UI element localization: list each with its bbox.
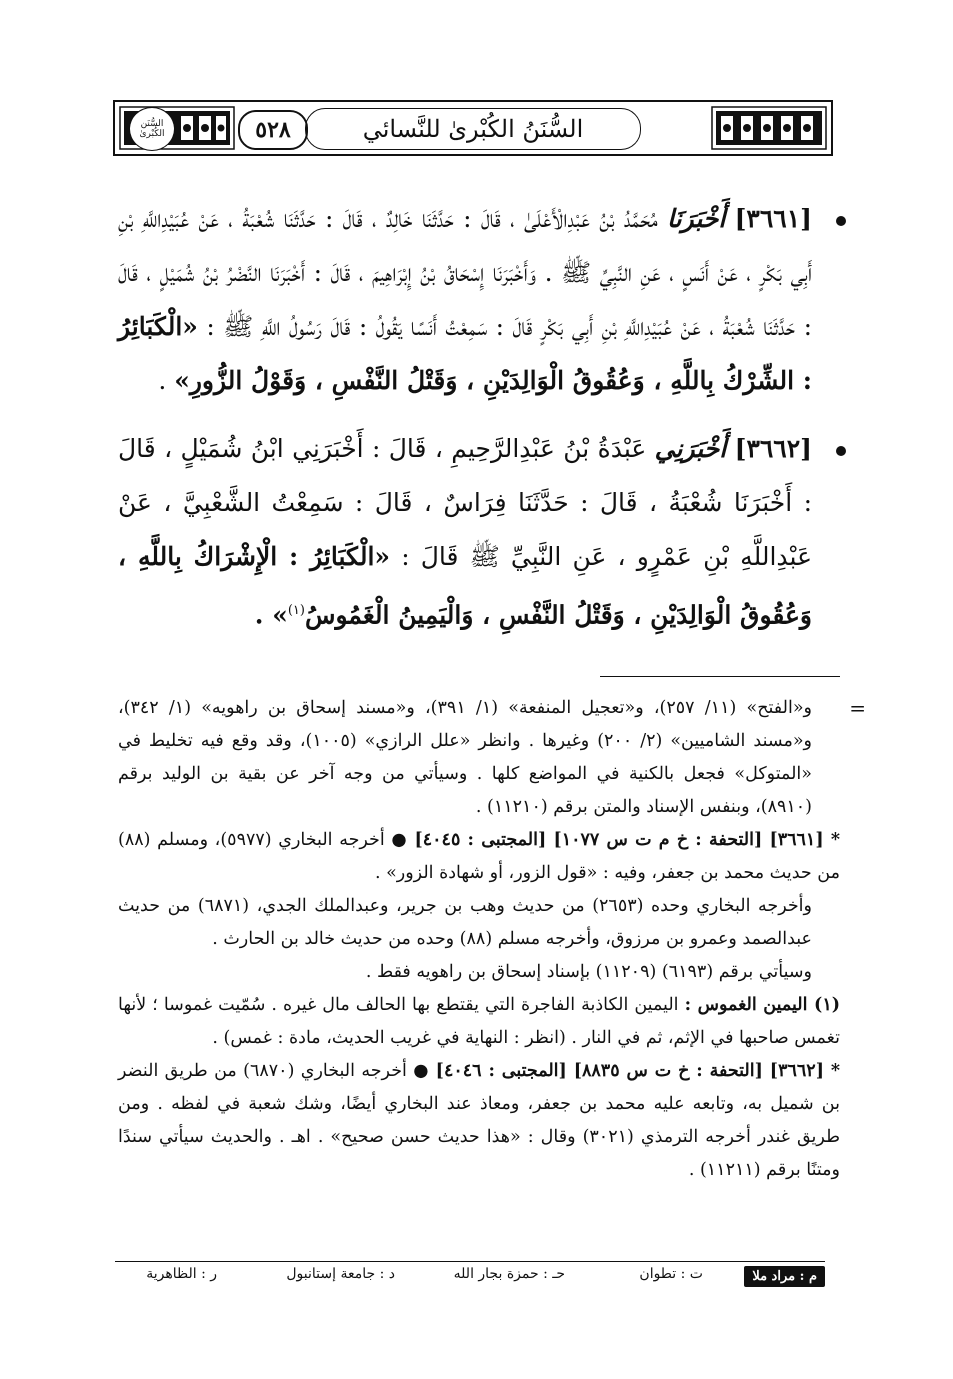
hadith-opening: أَخْبَرَنَا bbox=[666, 204, 726, 233]
manuscript-r: ر : الظاهرية bbox=[146, 1266, 217, 1282]
hadith-3661 bbox=[118, 192, 840, 408]
note-3661 bbox=[118, 824, 840, 890]
note-continuation: و«الفتح» (١١/ ٢٥٧)، و«تعجيل المنفعة» (١/ ٣٩١)، و«مسند إسحاق بن راهويه» (١/ ٣٤٢)، و«مسند الشاميين» (٢/ ٢٠٠) وغيرها . وانظر «علل الرازي» (١٠٠٥)، وقد وقع فيه تخليط في «المتوكل» فجعل بالكنية في المواضع كلها . وسيأتي من وجه آخر عن بقية بن الوليد برقم (٨٩١٠)، وبنفس الإسناد والمتن برقم (١١٢١٠) . bbox=[118, 698, 812, 817]
manuscript-h: حـ : حمزة بجار الله bbox=[453, 1266, 565, 1282]
footnote-1-head: (١) اليمين الغموس : bbox=[684, 995, 840, 1015]
manuscript-m: م : مراد ملا bbox=[744, 1266, 825, 1287]
footnote-separator bbox=[600, 676, 840, 677]
continuation-mark: = bbox=[849, 696, 866, 720]
bullet-icon bbox=[836, 446, 846, 456]
footnote-1-body: اليمين الكاذبة الفاجرة التي يقتطع بها الحالف مال غيره . سُمّيت غموسا ؛ لأنها تغمس صاحبها في الإثم، ثم في النار . (انظر : النهاية في غريب الحديث، مادة : غمس) . bbox=[118, 995, 840, 1048]
hadith-number: [٣٦٦١] bbox=[734, 204, 812, 233]
hadith-end: . bbox=[158, 366, 175, 395]
hadith-isnad: مُحَمَّدُ بْنُ عَبْدِالْأَعْلَىٰ ، قَالَ : حَدَّثَنَا خَالِدٌ ، قَالَ : حَدَّثَنَا شُعْبَةُ ، عَنْ عُبَيْدِاللَّهِ بْنِ أَبِي بَكْرٍ ، عَنْ أَنَسٍ ، عَنِ النَّبِيِّ ﷺ . وَأَخْبَرَنَا إِسْحَاقُ بْنُ إِبْرَاهِيمَ ، قَالَ : أَخْبَرَنَا النَّضْرُ بْنُ شُمَيْلٍ ، قَالَ : حَدَّثَنَا شُعْبَةُ ، عَنْ عُبَيْدِاللَّهِ بْنِ أَبِي بَكْرٍ قَالَ : سَمِعْتُ أَنَسًا يَقُولُ : قَالَ رَسُولُ اللَّهِ ﷺ : bbox=[118, 204, 813, 341]
footnote-reference[interactable]: (١) bbox=[287, 603, 305, 618]
note-3661-p2: وأخرجه البخاري وحده (٢٦٥٣) من حديث وهب بن جرير، وعبدالملك الجدي، (٦٨٧١) من حديث عبدالصمد وعمرو بن مرزوق، وأخرجه مسلم (٨٨) وحده من حديث خالد بن الحارث . bbox=[118, 896, 812, 949]
bullet-icon bbox=[836, 216, 846, 226]
note-3662-head: * [٣٦٦٢] [التحفة : خ ت س ٨٨٣٥] [المجتبى : ٤٠٤٦] bbox=[435, 1061, 841, 1081]
ornament-right bbox=[711, 106, 827, 150]
note-3662-body: ● أخرجه البخاري (٦٨٧٠) من طريق النضر بن شميل به، وتابعه عليه محمد بن جعفر، ومعاذ عند البخاري أيضًا، وشك شعبة في لفظه . ومن طريق غندر أخرجه الترمذي (٣٠٢١) وقال : «هذا حديث حسن صحيح» . اهـ . والحديث سيأتي سندًا ومتنًا برقم (١١٢١١) . bbox=[118, 1061, 840, 1180]
note-3661-p3: وسيأتي برقم (٦١٩٣) (١١٢٠٩) بإسناد إسحاق بن راهويه فقط . bbox=[365, 962, 812, 982]
manuscript-d: د : جامعة إستانبول bbox=[286, 1266, 395, 1282]
hadith-3662 bbox=[118, 422, 840, 642]
note-3662 bbox=[118, 1055, 840, 1187]
footer-separator bbox=[115, 1261, 825, 1262]
hadith-matn: «الْكَبَائِرُ : الْإِشْرَاكُ بِاللَّهِ ، وَعُقُوقُ الْوَالِدَيْنِ ، وَقَتْلُ النَّفْسِ ، وَالْيَمِينُ الْغَمُوسُ bbox=[118, 542, 812, 630]
note-3661-head: * [٣٦٦١] [التحفة : خ م ت س ١٠٧٧] [المجتبى : ٤٠٤٥] bbox=[414, 830, 840, 850]
main-text bbox=[118, 192, 840, 656]
hadith-opening: أَخْبَرَنِي bbox=[654, 434, 727, 463]
manuscript-key bbox=[115, 1266, 825, 1294]
page-title: السُّنَنُ الكُبْرىٰ للنَّسائي bbox=[305, 108, 641, 150]
hadith-isnad: عَبْدَةُ بْنُ عَبْدِالرَّحِيمِ ، قَالَ : أَخْبَرَنِي ابْنُ شُمَيْلٍ ، قَالَ : أَخْبَرَنَا شُعْبَةُ ، قَالَ : حَدَّثَنَا فِرَاسٌ ، قَالَ : سَمِعْتُ الشَّعْبِيَّ ، عَنْ عَبْدِاللَّهِ بْنِ عَمْرٍو ، عَنِ النَّبِيِّ ﷺ قَالَ : bbox=[118, 434, 813, 571]
page-number: ٥٢٨ bbox=[238, 110, 308, 150]
book-seal: السُّنَن الكُبْرىٰ bbox=[129, 107, 175, 151]
hadith-end: » . bbox=[254, 600, 288, 630]
hadith-number: [٣٦٦٢] bbox=[734, 434, 812, 463]
page-header bbox=[113, 100, 833, 156]
footnotes bbox=[118, 692, 866, 1187]
note-3661-body: ● أخرجه البخاري (٥٩٧٧)، ومسلم (٨٨) من حديث محمد بن جعفر، وفيه : «قول الزور، أو شهادة الزور» . bbox=[118, 830, 840, 883]
footnote-1 bbox=[118, 989, 840, 1055]
hadith-matn: «الْكَبَائِرُ : الشِّرْكُ بِاللَّهِ ، وَعُقُوقُ الْوَالِدَيْنِ ، وَقَتْلُ النَّفْسِ ، وَقَوْلُ الزُّورِ» bbox=[118, 312, 812, 395]
manuscript-t: ت : تطوان bbox=[639, 1266, 703, 1282]
